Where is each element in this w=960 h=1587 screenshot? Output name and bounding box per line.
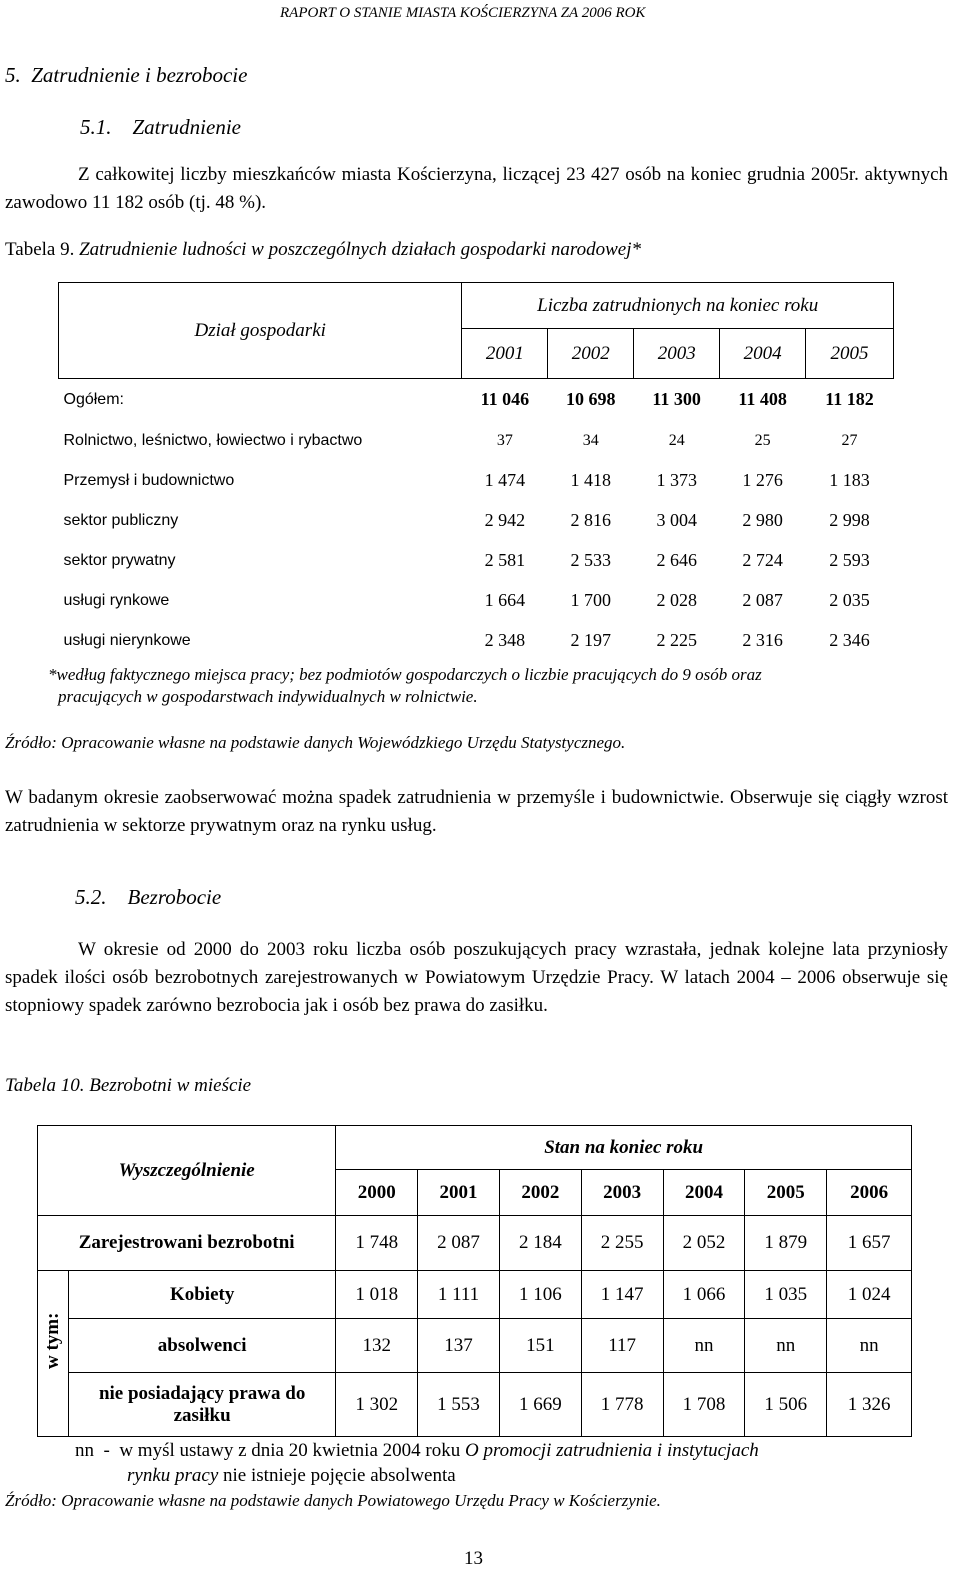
col-header-sector: Dział gospodarki	[59, 283, 462, 379]
subsection-title: Bezrobocie	[127, 885, 222, 909]
cell-value: 2 197	[570, 630, 612, 650]
year-header: 2002	[499, 1170, 581, 1216]
table9-caption-text: Zatrudnienie ludności w poszczególnych działach gospodarki narodowej*	[79, 239, 641, 260]
cell-value: 3 004	[656, 510, 697, 530]
cell-value: 2 035	[829, 590, 870, 610]
row-label: absolwenci	[69, 1319, 336, 1373]
cell-value: 1 778	[581, 1373, 663, 1437]
cell-value: 1 183	[829, 470, 870, 490]
table9-caption-prefix: Tabela 9.	[5, 239, 75, 260]
year-header: 2005	[745, 1170, 827, 1216]
cell-value: 37	[496, 431, 513, 449]
cell-value: 1 553	[418, 1373, 500, 1437]
cell-value: 1 748	[336, 1216, 418, 1271]
cell-value: 151	[499, 1319, 581, 1373]
table10-caption: Tabela 10. Bezrobotni w mieście	[5, 1075, 252, 1096]
cell-value: 2 646	[656, 550, 697, 570]
unemployment-table	[37, 1125, 912, 1437]
cell-value: 2 816	[570, 510, 612, 530]
cell-value: 10 698	[566, 389, 616, 410]
subsection-heading-1	[80, 115, 241, 140]
cell-value: 11 408	[738, 389, 787, 410]
cell-value: 2 593	[829, 550, 870, 570]
row-label: usługi rynkowe	[63, 591, 170, 609]
table9-source: Źródło: Opracowanie własne na podstawie danych Wojewódzkiego Urzędu Statystycznego.	[5, 733, 626, 752]
year-header: 2000	[336, 1170, 418, 1216]
cell-value: 117	[581, 1319, 663, 1373]
table-row	[59, 621, 894, 661]
section-heading	[5, 63, 247, 88]
cell-value: 2 225	[656, 630, 697, 650]
row-label: Rolnictwo, leśnictwo, łowiectwo i rybactwo	[63, 431, 363, 449]
cell-value: 1 276	[742, 470, 783, 490]
year-header: 2001	[462, 329, 548, 379]
year-header: 2003	[581, 1170, 663, 1216]
table9-footnote-line1: *według faktycznego miejsca pracy; bez podmiotów gospodarczych o liczbie pracujących do 9 osób oraz	[48, 665, 762, 684]
cell-value: 2 581	[484, 550, 526, 570]
cell-value: 11 182	[825, 389, 874, 410]
cell-value: nn	[745, 1319, 827, 1373]
cell-value: 1 024	[827, 1271, 912, 1319]
cell-value: 1 664	[484, 590, 526, 610]
cell-value: 25	[754, 431, 771, 449]
paragraph-unemployment: W okresie od 2000 do 2003 roku liczba osób poszukujących pracy wzrastała, jednak kolejne lata przyniosły spadek ilości osób bezrobotnych zarejestrowanych w Powiatowym Urzędzie Pracy. W latach 2004 – 2006 obserwuje się stopniowy spadek zarówno bezrobocia jak i osób bez prawa do zasiłku.	[5, 939, 948, 1016]
cell-value: 132	[336, 1319, 418, 1373]
note-rest: nie istnieje pojęcie absolwenta	[218, 1465, 456, 1486]
cell-value: nn	[827, 1319, 912, 1373]
cell-value: 2 942	[484, 510, 526, 530]
cell-value: 1 326	[827, 1373, 912, 1437]
row-label: usługi nierynkowe	[63, 631, 191, 649]
subsection-number: 5.2.	[75, 885, 107, 909]
table-row	[59, 421, 894, 461]
cell-value: 1 106	[499, 1271, 581, 1319]
cell-value: 2 346	[829, 630, 870, 650]
year-header: 2006	[827, 1170, 912, 1216]
cell-value: 24	[668, 431, 685, 449]
section-title: Zatrudnienie i bezrobocie	[31, 63, 248, 87]
cell-value: 1 700	[570, 590, 612, 610]
group-header-year-end: Stan na koniec roku	[336, 1126, 912, 1170]
cell-value: 1 474	[484, 470, 526, 490]
cell-value: 1 302	[336, 1373, 418, 1437]
wtym-label: w tym:	[42, 1312, 63, 1369]
employment-table	[58, 282, 894, 661]
cell-value: 1 657	[827, 1216, 912, 1271]
cell-value: 34	[582, 431, 599, 449]
cell-value: 1 111	[418, 1271, 500, 1319]
cell-value: 1 708	[663, 1373, 745, 1437]
cell-value: 1 373	[656, 470, 697, 490]
table10-note-line1	[75, 1440, 759, 1462]
cell-value: 27	[841, 431, 858, 449]
subsection-heading-2	[75, 885, 221, 910]
table10-note-line2	[127, 1465, 456, 1487]
cell-value: 137	[418, 1319, 500, 1373]
paragraph-employment-trend: W badanym okresie zaobserwować można spadek zatrudnienia w przemyśle i budownictwie. Obserwuje się ciągły wzrost zatrudnienia w sektorze prywatnym oraz na rynku usług.	[5, 787, 948, 836]
row-label: Ogółem:	[63, 390, 124, 408]
table-row	[59, 581, 894, 621]
cell-value: 2 998	[829, 510, 870, 530]
year-header: 2003	[634, 329, 720, 379]
cell-value: 2 087	[742, 590, 783, 610]
cell-value: 1 066	[663, 1271, 745, 1319]
row-label: Przemysł i budownictwo	[63, 471, 235, 489]
cell-value: 11 046	[480, 389, 530, 410]
cell-value: 2 052	[663, 1216, 745, 1271]
cell-value: 1 035	[745, 1271, 827, 1319]
table-row	[59, 379, 894, 421]
table10-source: Źródło: Opracowanie własne na podstawie danych Powiatowego Urzędu Pracy w Kościerzynie.	[5, 1491, 661, 1510]
year-header: 2004	[720, 329, 806, 379]
cell-value: 1 418	[570, 470, 612, 490]
cell-value: 1 147	[581, 1271, 663, 1319]
year-header: 2005	[806, 329, 894, 379]
row-label: Kobiety	[69, 1271, 336, 1319]
year-header: 2004	[663, 1170, 745, 1216]
year-header: 2001	[418, 1170, 500, 1216]
row-label: Zarejestrowani bezrobotni	[38, 1216, 336, 1271]
row-label: nie posiadający prawa do zasiłku	[69, 1373, 336, 1437]
cell-value: 2 316	[742, 630, 783, 650]
table9-footnote-line2: pracujących w gospodarstwach indywidualnych w rolnictwie.	[58, 687, 478, 706]
table-row	[59, 501, 894, 541]
cell-value: 1 669	[499, 1373, 581, 1437]
section-number: 5.	[5, 63, 21, 87]
subsection-number: 5.1.	[80, 115, 112, 139]
note-italic-2: rynku pracy	[127, 1465, 219, 1486]
cell-value: 2 724	[742, 550, 783, 570]
cell-value: 2 184	[499, 1216, 581, 1271]
table-row	[59, 461, 894, 501]
cell-value: 2 255	[581, 1216, 663, 1271]
note-prefix: nn - w myśl ustawy z dnia 20 kwietnia 2004 roku	[75, 1440, 465, 1461]
cell-value: 2 087	[418, 1216, 500, 1271]
wtym-cell	[38, 1271, 69, 1437]
row-label: sektor prywatny	[63, 551, 176, 569]
note-italic: O promocji zatrudnienia i instytucjach	[464, 1440, 759, 1461]
group-header-employed: Liczba zatrudnionych na koniec roku	[462, 283, 894, 329]
running-header: RAPORT O STANIE MIASTA KOŚCIERZYNA ZA 2006 ROK	[280, 5, 646, 21]
table-row	[59, 541, 894, 581]
table-row	[38, 1373, 912, 1437]
col-header-spec: Wyszczególnienie	[38, 1126, 336, 1216]
table-row	[38, 1271, 912, 1319]
subsection-title: Zatrudnienie	[132, 115, 241, 139]
cell-value: 2 533	[570, 550, 612, 570]
page-number: 13	[464, 1548, 483, 1569]
table9-caption	[5, 239, 641, 261]
cell-value: nn	[663, 1319, 745, 1373]
cell-value: 11 300	[652, 389, 701, 410]
paragraph-employment-intro: Z całkowitej liczby mieszkańców miasta Kościerzyna, liczącej 23 427 osób na koniec grudnia 2005r. aktywnych zawodowo 11 182 osób (tj. 48 %).	[5, 164, 948, 213]
table-row	[38, 1319, 912, 1373]
cell-value: 1 879	[745, 1216, 827, 1271]
cell-value: 2 028	[656, 590, 697, 610]
cell-value: 1 506	[745, 1373, 827, 1437]
row-label: sektor publiczny	[63, 511, 179, 529]
cell-value: 2 348	[484, 630, 526, 650]
table-row	[38, 1216, 912, 1271]
cell-value: 2 980	[742, 510, 783, 530]
cell-value: 1 018	[336, 1271, 418, 1319]
year-header: 2002	[548, 329, 634, 379]
